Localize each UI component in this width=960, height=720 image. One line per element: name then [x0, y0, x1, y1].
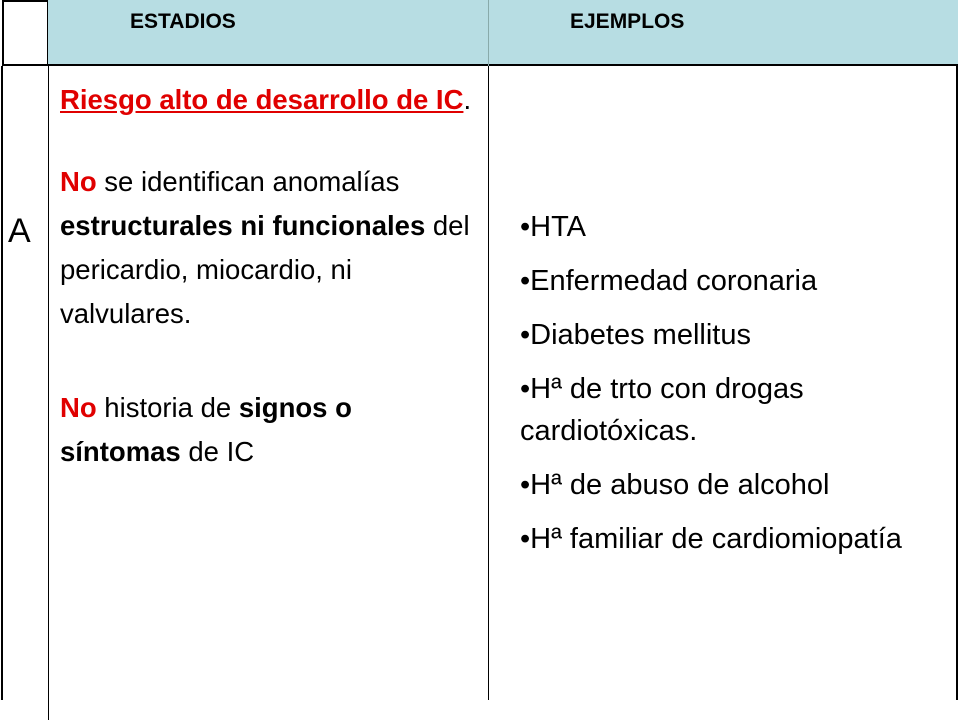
example-item: •Hª de trto con drogas cardiotóxicas. [520, 373, 804, 447]
example-item: •Diabetes mellitus [520, 319, 751, 351]
examples-list [520, 206, 945, 572]
criteria-text-end: de IC [180, 436, 255, 467]
negation-no: No [60, 166, 97, 197]
criteria-text: historia de [96, 392, 239, 423]
negation-no: No [60, 392, 97, 423]
example-item: •Hª familiar de cardiomiopatía [520, 523, 902, 555]
stage-title-text: Riesgo alto de desarrollo de IC [60, 84, 464, 115]
criteria-bold-text: estructurales ni funcionales [60, 210, 426, 241]
table-divider-middle [488, 66, 489, 700]
criteria-text: se identifican anomalías [96, 166, 400, 197]
header-estadios: ESTADIOS [130, 10, 236, 33]
example-item: •HTA [520, 211, 587, 243]
stage-criteria-symptoms [60, 386, 480, 474]
table-border-right [956, 66, 958, 700]
header-divider [488, 0, 489, 66]
example-item: •Hª de abuso de alcohol [520, 469, 830, 501]
header-ejemplos: EJEMPLOS [570, 10, 685, 33]
stage-letter: A [8, 212, 31, 250]
table-border-left [1, 66, 3, 700]
example-item: •Enfermedad coronaria [520, 265, 818, 297]
stage-title-end: . [463, 84, 472, 115]
criteria-text-end: del pericardio, miocardio, ni valvulares. [60, 210, 470, 329]
stage-description [60, 78, 480, 474]
stage-title [60, 78, 480, 122]
criteria-bold-text: signos o síntomas [60, 392, 352, 467]
stage-criteria-structural [60, 160, 480, 336]
table-divider-stage [48, 66, 49, 720]
header-corner-cell [2, 0, 48, 66]
